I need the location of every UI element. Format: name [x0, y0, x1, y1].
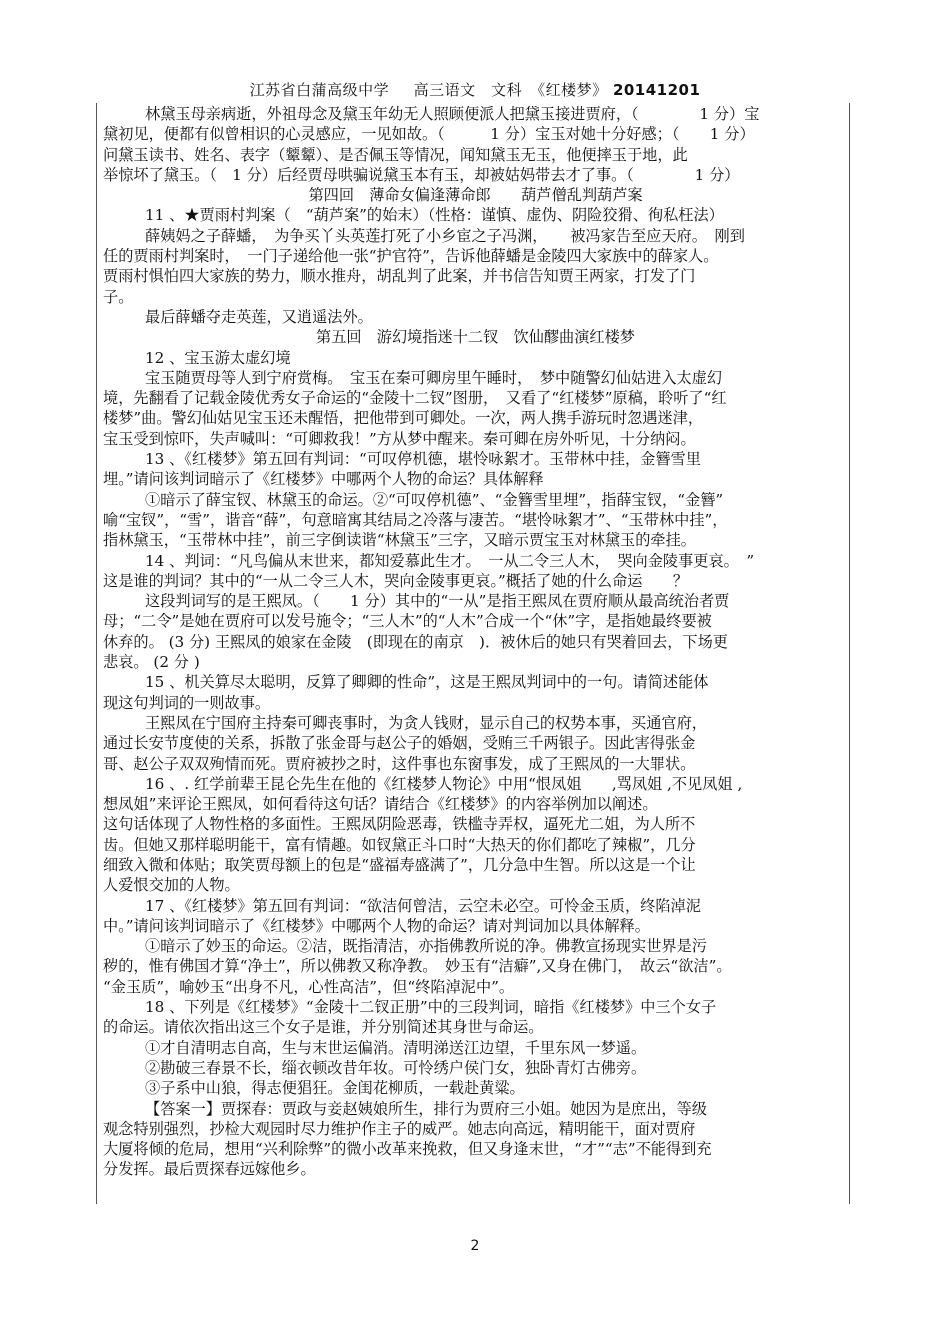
- text-line: 埋。”请问该判词暗示了《红楼梦》中哪两个人物的命运？具体解释: [103, 470, 544, 489]
- text-line: ③子系中山狼，得志便猖狂。金闺花柳质，一载赴黄粱。: [145, 1079, 525, 1098]
- text-line: 大厦将倾的危局，想用“兴利除弊”的微小改革来挽救，但又身逢末世，“才”“志”不能得到充: [103, 1140, 712, 1159]
- text-line: 问黛玉读书、姓名、表字（颦颦）、是否佩玉等情况，闻知黛玉无玉，他便摔玉于地，此: [103, 145, 688, 164]
- text-line: 宝玉受到惊吓，失声喊叫：“可卿救我！”方从梦中醒来。秦可卿在房外听见，十分纳闷。: [103, 429, 696, 448]
- header-course: 高三语文 文科 《红楼梦》: [413, 81, 608, 99]
- text-line: 秽的，惟有佛国才算“净土”，所以佛教又称净教。 妙玉有“洁癖”,又身在佛门， 故云“欲洁”。: [103, 957, 732, 976]
- text-line: 母；“二令”是她在贾府可以发号施令；“三人木”的“人木”合成一个“休”字，是指她最终要被: [103, 612, 712, 631]
- text-line: 想凤姐”来评论王熙凤，如何看待这句话？请结合《红楼梦》的内容举例加以阐述。: [103, 795, 658, 814]
- text-line: 悲哀。 (2 分 ): [103, 653, 200, 672]
- text-line: 黛初见，便都有似曾相识的心灵感应，一见如故。（ 1 分）宝玉对她十分好感；（ 1 分）: [103, 125, 755, 144]
- text-line: 第五回 游幻境指迷十二钗 饮仙醪曲演红楼梦: [316, 328, 635, 347]
- text-line: 11 、★贾雨村判案（ “葫芦案”的始末）（性格：谨慎、虚伪、阴险狡猾、徇私枉法）: [145, 206, 724, 225]
- text-line: 分发挥。最后贾探春远嫁他乡。: [103, 1160, 316, 1179]
- text-line: 指林黛玉，“玉带林中挂”，前三字倒读谐“林黛玉”三字，又暗示贾宝玉对林黛玉的牵挂。: [103, 531, 696, 550]
- text-line: 14 、判词：“凡鸟偏从末世来，都知爱慕此生才。 一从二令三人木， 哭向金陵事更哀。 ”: [145, 551, 755, 570]
- text-line: 15 、机关算尽太聪明，反算了卿卿的性命”，这是王熙凤判词中的一句。请简述能体: [145, 673, 709, 692]
- text-line: 宝玉随贾母等人到宁府赏梅。 宝玉在秦可卿房里午睡时， 梦中随警幻仙姑进入太虚幻: [145, 368, 723, 387]
- text-line: 楼梦”曲。警幻仙姑见宝玉还未醒悟，把他带到可卿处。一次，两人携手游玩时忽遇迷津，: [103, 409, 704, 428]
- text-line: 人爱恨交加的人物。: [103, 876, 240, 895]
- text-line: 林黛玉母亲病逝，外祖母念及黛玉年幼无人照顾便派人把黛玉接进贾府，（ 1 分）宝: [145, 105, 760, 123]
- text-line: 这是谁的判词？其中的“一从二令三人木，哭向金陵事更哀。”概括了她的什么命运 ？: [103, 571, 689, 590]
- text-line: 境，先翻看了记载金陵优秀女子命运的“金陵十二钗”图册， 又看了“红楼梦”原稿，聆听了“红: [103, 389, 727, 408]
- text-line: ①暗示了薛宝钗、林黛玉的命运。②“可叹停机德”、“金簪雪里埋”，指薛宝钗，“金簪”: [145, 490, 724, 509]
- text-line: 任的贾雨村判案时， 一门子递给他一张“护官符”，告诉他薛蟠是金陵四大家族中的薛家人。: [103, 247, 719, 266]
- text-line: ①才自清明志自高，生与末世运偏消。清明涕送江边望，千里东风一梦遥。: [145, 1038, 647, 1057]
- text-line: 举惊坏了黛玉。（ 1 分）后经贾母哄骗说黛玉本有玉，却被姑妈带去才了事。（ 1 分）: [103, 165, 740, 184]
- text-line: 16 、. 红学前辈王昆仑先生在他的《红楼梦人物论》中用“恨凤姐 ,骂凤姐 ,不见凤姐 ,: [145, 774, 743, 793]
- text-line: “金玉质”，喻妙玉“出身不凡，心性高洁”，但“终陷淖泥中”。: [103, 977, 515, 996]
- header-date: 20141201: [612, 81, 701, 99]
- text-line: 现这句判词的一则故事。: [103, 693, 271, 712]
- page-number: 2: [470, 1238, 480, 1254]
- text-line: ①暗示了妙玉的命运。②洁，既指清洁，亦指佛教所说的净。佛教宣扬现实世界是污: [145, 937, 707, 956]
- text-line: 最后薛蟠夺走英莲，又逍遥法外。: [145, 307, 373, 326]
- page-header: [0, 79, 950, 100]
- text-line: 齿。但她又那样聪明能干，富有情趣。如钗黛正斗口时“大热天的你们都吃了辣椒”，几分: [103, 835, 696, 854]
- text-line: 薛姨妈之子薛蟠， 为争买丫头英莲打死了小乡宦之子冯渊， 被冯家告至应天府。 刚到: [145, 226, 745, 245]
- text-line: 【答案一】贾探春：贾政与妾赵姨娘所生，排行为贾府三小姐。她因为是庶出，等级: [145, 1099, 707, 1118]
- text-line: 子。: [103, 287, 134, 306]
- text-line: 17 、《红楼梦》第五回有判词：“欲洁何曾洁，云空未必空。可怜金玉质，终陷淖泥: [145, 896, 701, 915]
- text-line: 18 、下列是《红楼梦》“金陵十二钗正册”中的三段判词，暗指《红楼梦》中三个女子: [145, 998, 717, 1017]
- text-line: 休弃的。 (3 分) 王熙凤的娘家在金陵 (即现在的南京 )．被休后的她只有哭着回去，下场更: [103, 632, 728, 651]
- text-line: 哥、赵公子双双殉情而死。贾府被抄之时，这件事也东窗事发，成了王熙凤的一大罪状。: [103, 754, 696, 773]
- text-line: 中。”请问该判词暗示了《红楼梦》中哪两个人物的命运？请对判词加以具体解释。: [103, 916, 650, 935]
- text-line: 的命运。请依次指出这三个女子是谁，并分别简述其身世与命运。: [103, 1018, 544, 1037]
- text-line: ②勘破三春景不长，缁衣顿改昔年妆。可怜绣户侯门女，独卧青灯古佛旁。: [145, 1058, 647, 1077]
- text-line: 第四回 薄命女偏逢薄命郎 葫芦僧乱判葫芦案: [308, 186, 643, 205]
- text-line: 这段判词写的是王熙凤。（ 1 分）其中的“一从”是指王熙凤在贾府顺从最高统治者贾: [145, 592, 730, 611]
- text-line: 12 、宝玉游太虚幻境: [145, 348, 291, 367]
- text-line: 贾雨村惧怕四大家族的势力，顺水推舟，胡乱判了此案，并书信告知贾王两家，打发了门: [103, 267, 696, 286]
- text-line: 这句话体现了人物性格的多面性。王熙凤阴险恶毒，铁槛寺弄权，逼死尤二姐，为人所不: [103, 815, 696, 834]
- text-line: 王熙凤在宁国府主持秦可卿丧事时，为贪人钱财，显示自己的权势本事，买通官府，: [145, 713, 707, 732]
- text-line: 通过长安节度使的关系，拆散了张金哥与赵公子的婚姻，受贿三千两银子。因此害得张金: [103, 734, 696, 753]
- text-line: 喻“宝钗”，“雪”，谐音“薛”，句意暗寓其结局之冷落与凄苦。“堪怜咏絮才”、“玉带林中挂”，: [103, 510, 728, 529]
- text-line: 13 、《红楼梦》第五回有判词：“可叹停机德，堪怜咏絮才。玉带林中挂，金簪雪里: [145, 450, 701, 469]
- header-school: 江苏省白蒲高级中学: [249, 81, 390, 99]
- document-body: [103, 104, 848, 1180]
- text-line: 观念特别强烈，抄检大观园时尽力维护作主子的威严。她志向高远，精明能干，面对贾府: [103, 1119, 696, 1138]
- text-line: 细致入微和体贴；取笑贾母额上的包是“盛福寿盛满了”，几分急中生智。所以这是一个让: [103, 855, 696, 874]
